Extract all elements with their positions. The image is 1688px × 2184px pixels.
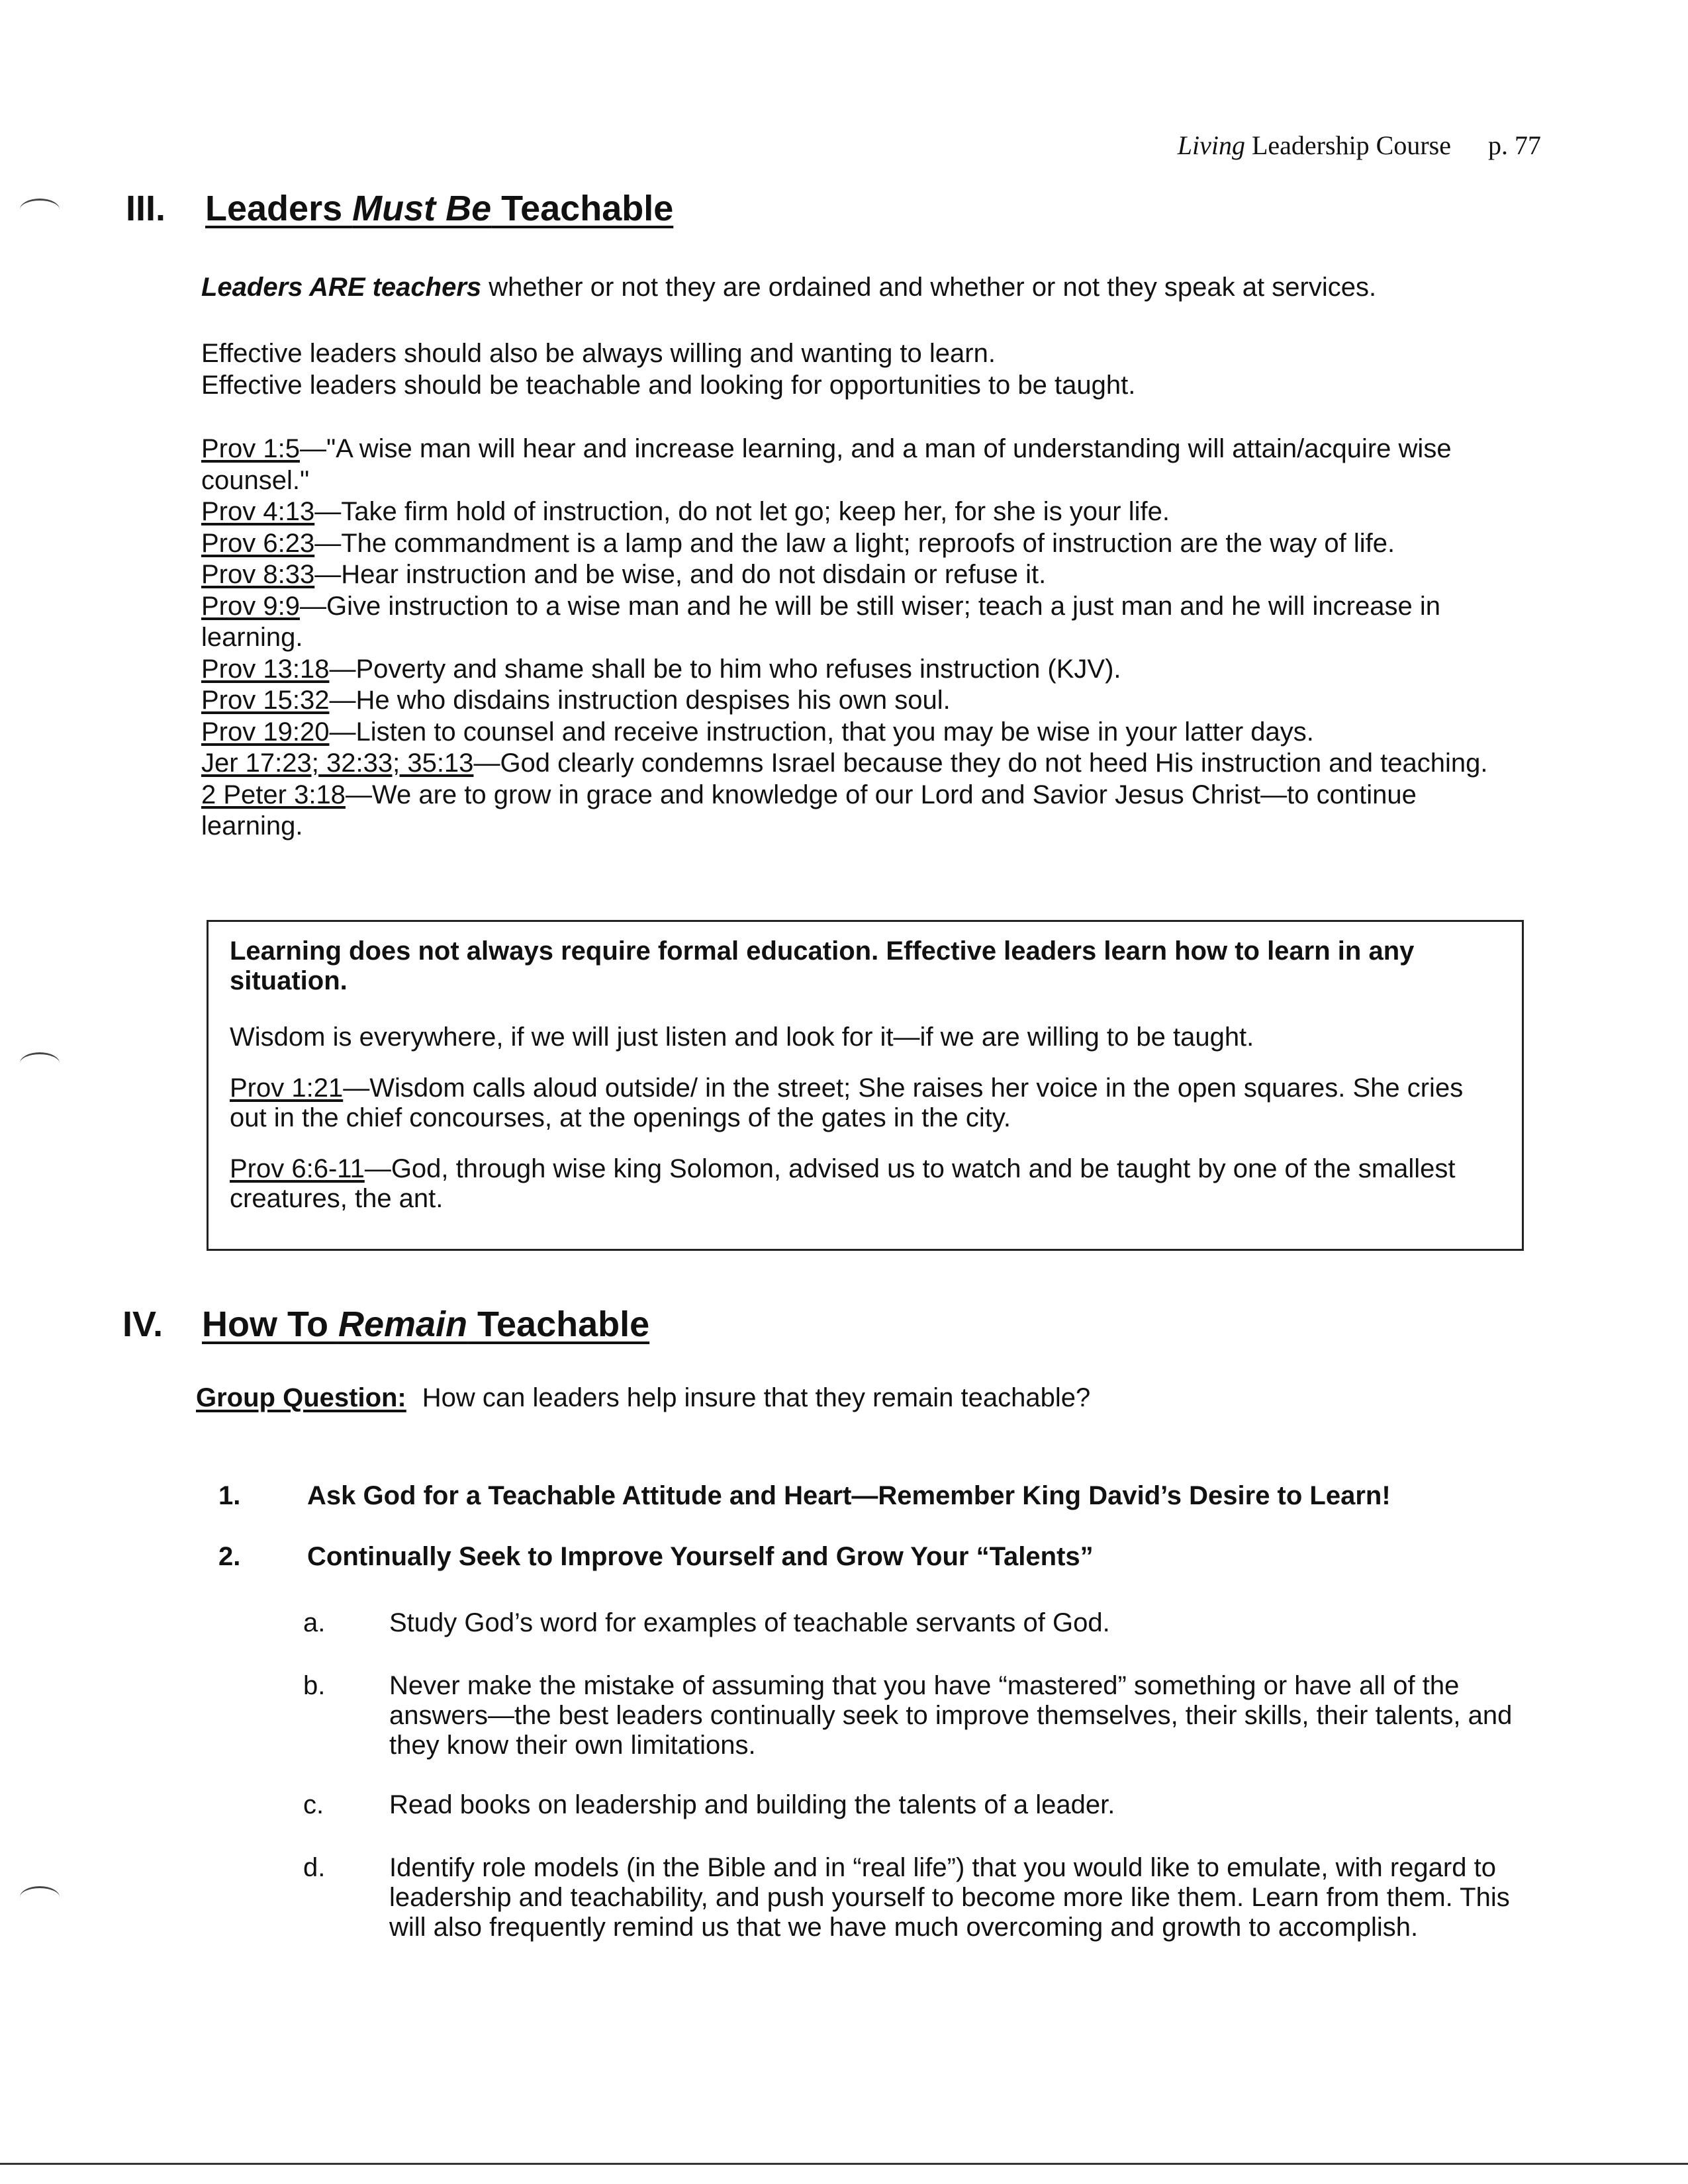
verse-list xyxy=(201,433,1519,842)
item-text: Ask God for a Teachable Attitude and Heart—Remember King David’s Desire to Learn! xyxy=(307,1481,1391,1510)
verse-text: —The commandment is a lamp and the law a light; reproofs of instruction are the way of life. xyxy=(314,528,1395,558)
numbered-item-1 xyxy=(218,1481,1391,1511)
sub-item-text: Study God’s word for examples of teachable servants of God. xyxy=(389,1608,1110,1637)
callout-wisdom-text: Wisdom is everywhere, if we will just listen and look for it—if we are willing to be taught. xyxy=(230,1023,1254,1052)
section-number: III. xyxy=(126,189,166,228)
verse-reference: Prov 4:13 xyxy=(201,497,315,526)
verse-text: —Take firm hold of instruction, do not let go; keep her, for she is your life. xyxy=(314,497,1170,526)
section-title-emphasis: Remain xyxy=(338,1304,468,1344)
verse-reference: Jer 17:23; 32:33; 35:13 xyxy=(201,749,474,778)
sub-item-c xyxy=(303,1790,1521,1820)
verse-text: —Listen to counsel and receive instruction, that you may be wise in your latter days. xyxy=(329,717,1314,747)
section-title-post: Teachable xyxy=(467,1304,650,1344)
verse-reference: Prov 1:21 xyxy=(230,1073,344,1103)
verse-text: —Wisdom calls aloud outside/ in the street; She raises her voice in the open squares. She cries out in the chief concourses, at the openings of the gates in the city. xyxy=(230,1073,1464,1132)
sub-item-letter: b. xyxy=(303,1671,326,1700)
item-number: 1. xyxy=(218,1481,241,1510)
lead-rest-text: whether or not they are ordained and whether or not they speak at services. xyxy=(481,273,1377,302)
section-title-emphasis: Must Be xyxy=(352,189,492,228)
verse-line xyxy=(201,591,1519,654)
verse-text: —Give instruction to a wise man and he will be still wiser; teach a just man and he will increase in learning. xyxy=(201,591,1440,652)
lead-paragraph xyxy=(201,271,1519,303)
header-course-italic: Living xyxy=(1177,130,1245,160)
verse-reference: 2 Peter 3:18 xyxy=(201,780,346,809)
verse-reference: Prov 9:9 xyxy=(201,591,300,621)
lead-bold-text: Leaders ARE teachers xyxy=(201,273,482,302)
verse-reference: Prov 19:20 xyxy=(201,717,330,747)
verse-line xyxy=(201,717,1519,749)
section-number: IV. xyxy=(122,1304,164,1344)
effective-leaders-paragraph xyxy=(201,338,1519,401)
sub-item-letter: a. xyxy=(303,1608,326,1637)
sub-item-b xyxy=(303,1671,1521,1760)
verse-text: —He who disdains instruction despises his own soul. xyxy=(329,686,951,715)
section-3-heading xyxy=(126,188,673,229)
verse-reference: Prov 8:33 xyxy=(201,560,315,589)
section-title-pre: Leaders xyxy=(205,189,353,228)
verse-text: —We are to grow in grace and knowledge of our Lord and Savior Jesus Christ—to continue learning. xyxy=(201,780,1417,841)
group-question xyxy=(196,1383,1090,1413)
sub-item-text: Never make the mistake of assuming that you have “mastered” something or have all of the answers—the best leaders continually seek to improve themselves, their skills, their talents, and they know their own limitations. xyxy=(389,1671,1513,1760)
callout-box xyxy=(207,920,1524,1251)
verse-reference: Prov 15:32 xyxy=(201,686,330,715)
section-title-post: Teachable xyxy=(491,189,674,228)
verse-text: —"A wise man will hear and increase learning, and a man of understanding will attain/acquire wise counsel." xyxy=(201,434,1452,495)
sub-item-d xyxy=(303,1853,1521,1942)
verse-text: —God, through wise king Solomon, advised us to watch and be taught by one of the smallest creatures, the ant. xyxy=(230,1154,1456,1213)
item-text: Continually Seek to Improve Yourself and Grow Your “Talents” xyxy=(307,1542,1094,1571)
scan-punch-mark xyxy=(20,1886,60,1908)
verse-line xyxy=(201,748,1519,780)
verse-line xyxy=(201,559,1519,591)
bottom-rule xyxy=(0,2163,1688,2165)
callout-verse-1 xyxy=(230,1073,1501,1133)
effective-line-2: Effective leaders should be teachable and looking for opportunities to be taught. xyxy=(201,371,1136,400)
header-course-title: Leadership Course xyxy=(1244,130,1451,160)
verse-reference: Prov 1:5 xyxy=(201,434,300,463)
verse-reference: Prov 6:23 xyxy=(201,528,315,558)
sub-item-text: Identify role models (in the Bible and in “real life”) that you would like to emulate, with regard to leadership and teachability, and push yourself to become more like them. Learn from them. This will also frequently remind us that we have much overcoming and growth to accomplish. xyxy=(389,1853,1510,1942)
verse-text: —Poverty and shame shall be to him who refuses instruction (KJV). xyxy=(329,654,1121,684)
sub-item-letter: d. xyxy=(303,1853,326,1882)
verse-text: —God clearly condemns Israel because they do not heed His instruction and teaching. xyxy=(473,749,1488,778)
verse-line xyxy=(201,433,1519,496)
section-4-heading xyxy=(122,1304,649,1345)
verse-line xyxy=(201,780,1519,842)
sub-item-letter: c. xyxy=(303,1790,324,1819)
sub-item-text: Read books on leadership and building the talents of a leader. xyxy=(389,1790,1115,1819)
verse-text: —Hear instruction and be wise, and do not disdain or refuse it. xyxy=(314,560,1047,589)
group-question-label: Group Question: xyxy=(196,1383,406,1412)
verse-line xyxy=(201,496,1519,528)
verse-line xyxy=(201,654,1519,686)
verse-line xyxy=(201,685,1519,717)
page-number: p. 77 xyxy=(1488,130,1541,160)
numbered-item-2 xyxy=(218,1542,1094,1572)
verse-line xyxy=(201,528,1519,560)
callout-heading: Learning does not always require formal education. Effective leaders learn how to learn in any situation. xyxy=(230,936,1415,995)
scan-punch-mark xyxy=(20,1052,60,1074)
running-header xyxy=(1178,130,1541,161)
effective-line-1: Effective leaders should also be always willing and wanting to learn. xyxy=(201,339,996,368)
item-number: 2. xyxy=(218,1542,241,1571)
callout-verse-2 xyxy=(230,1154,1501,1214)
verse-reference: Prov 13:18 xyxy=(201,654,330,684)
group-question-text: How can leaders help insure that they remain teachable? xyxy=(422,1383,1091,1412)
sub-item-a xyxy=(303,1608,1521,1638)
section-title-pre: How To xyxy=(202,1304,338,1344)
scan-punch-mark xyxy=(20,199,60,220)
verse-reference: Prov 6:6-11 xyxy=(230,1154,365,1183)
